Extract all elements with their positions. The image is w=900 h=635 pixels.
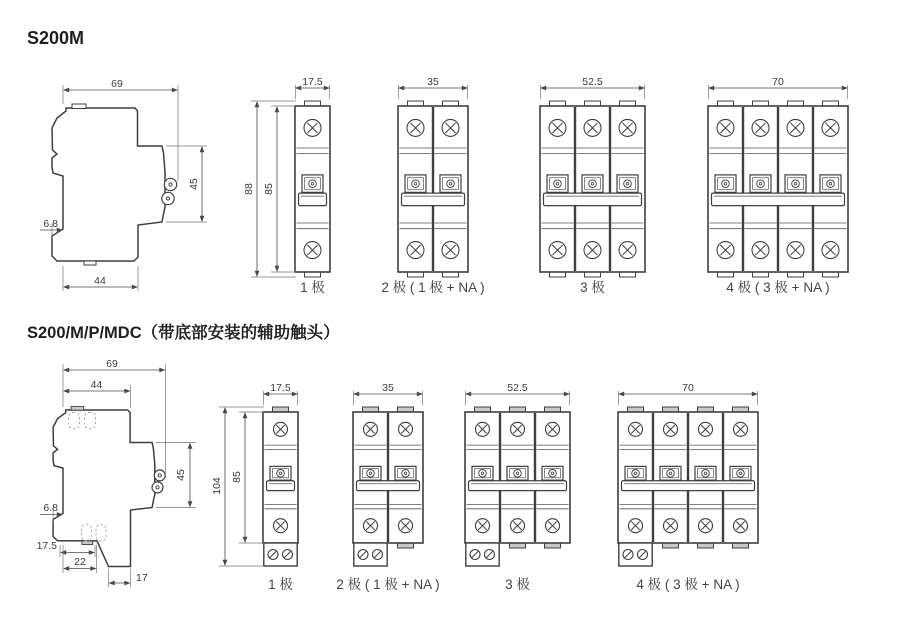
dim-arrow — [124, 389, 130, 394]
figure-label-s2-3pole: 3 极 — [505, 577, 530, 592]
dim-arrow — [159, 368, 165, 373]
dim-arrow — [132, 285, 138, 290]
section2-title: S200/M/P/MDC（带底部安装的辅助触头） — [27, 324, 340, 342]
dim-arrow — [708, 86, 714, 91]
dim-arrow — [540, 86, 546, 91]
toggle-lobe — [164, 178, 176, 190]
dim-arrow — [124, 581, 130, 586]
dim-arrow — [842, 86, 848, 91]
dim-arrow — [275, 266, 280, 272]
dim-label-side1-69: 69 — [111, 78, 123, 90]
dim-label-side2-6.8: 6.8 — [43, 502, 58, 514]
dim-label-side1-6.8: 6.8 — [43, 218, 58, 230]
dim-label-side1-45: 45 — [188, 178, 200, 190]
dim-arrow — [223, 407, 228, 413]
dim-arrow — [462, 86, 468, 91]
toggle-tie-bar — [357, 481, 420, 491]
figure-label-s2-2pole: 2 极 ( 1 极 + NA ) — [336, 577, 440, 592]
toggle-tie-bar — [544, 193, 642, 205]
dim-arrow — [63, 285, 69, 290]
side-bottom-tab — [82, 541, 93, 545]
dim-arrow — [564, 392, 570, 397]
dim-label-s1-88: 88 — [243, 183, 255, 195]
dim-arrow — [292, 392, 298, 397]
dim-arrow — [324, 86, 330, 91]
dim-arrow — [417, 392, 423, 397]
dim-label-side2-22: 22 — [74, 556, 86, 568]
dim-arrow — [200, 216, 205, 222]
dim-arrow — [63, 566, 69, 571]
toggle-tie-bar — [622, 481, 755, 491]
section1-side-view — [40, 85, 207, 291]
dim-arrow — [752, 392, 758, 397]
breaker-side-profile — [53, 410, 155, 567]
dim-label-side2-69: 69 — [106, 358, 118, 370]
dim-arrow — [90, 566, 96, 571]
dim-arrow — [243, 537, 248, 543]
toggle-tie-bar — [469, 481, 567, 491]
dim-arrow — [63, 368, 69, 373]
section2-front-3pole — [465, 391, 570, 566]
dim-label-side2-17.5: 17.5 — [36, 540, 57, 552]
dim-label-s1-17.5: 17.5 — [302, 76, 323, 88]
toggle-lobe — [152, 482, 163, 493]
figure-label-s1-1pole: 1 极 — [300, 280, 325, 295]
dim-arrow — [255, 101, 260, 107]
section1-front-2pole — [398, 85, 468, 277]
dim-arrow — [295, 86, 301, 91]
dim-label-side2-44: 44 — [90, 379, 103, 391]
side-bottom-tab — [84, 261, 96, 265]
dim-arrow — [200, 146, 205, 152]
dim-label-s2-85: 85 — [231, 471, 243, 483]
dim-arrow — [89, 550, 95, 555]
dim-label-side2-17: 17 — [136, 572, 148, 584]
toggle-tie-bar — [267, 481, 295, 491]
dim-arrow — [188, 443, 193, 449]
dim-label-s2-52.5: 52.5 — [507, 382, 528, 394]
section2-front-2pole — [353, 391, 423, 566]
dim-label-s1-35: 35 — [427, 76, 439, 88]
dim-arrow — [639, 86, 645, 91]
dim-arrow — [109, 581, 115, 586]
section2-side-view — [40, 364, 196, 587]
figure-label-s2-4pole: 4 极 ( 3 极 + NA ) — [636, 577, 740, 592]
dim-arrow — [188, 501, 193, 507]
dim-arrow — [618, 392, 624, 397]
section2-front-4pole — [618, 391, 758, 566]
figure-label-s1-4pole: 4 极 ( 3 极 + NA ) — [726, 280, 830, 295]
section1-title: S200M — [27, 28, 85, 48]
toggle-tie-bar — [299, 193, 327, 205]
section1-front-4pole — [708, 85, 848, 277]
dim-label-side1-44: 44 — [94, 275, 106, 287]
dim-arrow — [223, 560, 228, 566]
dim-arrow — [243, 412, 248, 418]
dim-arrow — [172, 88, 178, 93]
figure-label-s1-2pole: 2 极 ( 1 极 + NA ) — [381, 280, 485, 295]
dim-label-s2-17.5: 17.5 — [270, 382, 291, 394]
dim-arrow — [63, 88, 69, 93]
dim-label-side2-45: 45 — [175, 469, 187, 481]
dim-label-s2-104: 104 — [211, 477, 223, 495]
section1-front-1pole — [251, 85, 330, 277]
dim-arrow — [255, 271, 260, 277]
dim-label-s1-70: 70 — [772, 76, 784, 88]
dim-arrow — [465, 392, 471, 397]
figure-label-s1-3pole: 3 极 — [580, 280, 605, 295]
dim-label-s1-85: 85 — [263, 183, 275, 195]
side-top-tab — [71, 406, 84, 410]
toggle-tie-bar — [402, 193, 465, 205]
dim-arrow — [398, 86, 404, 91]
toggle-lobe — [154, 470, 165, 481]
dim-label-s2-70: 70 — [682, 382, 694, 394]
dim-label-s2-35: 35 — [382, 382, 394, 394]
dim-label-s1-52.5: 52.5 — [582, 76, 603, 88]
breaker-side-profile — [52, 108, 165, 261]
dim-arrow — [63, 389, 69, 394]
dim-arrow — [353, 392, 359, 397]
toggle-tie-bar — [712, 193, 845, 205]
toggle-lobe — [162, 192, 174, 204]
dim-arrow — [275, 106, 280, 112]
section1-front-3pole — [540, 85, 645, 277]
dim-arrow — [263, 392, 269, 397]
side-top-tab — [72, 104, 86, 109]
figure-label-s2-1pole: 1 极 — [268, 577, 293, 592]
